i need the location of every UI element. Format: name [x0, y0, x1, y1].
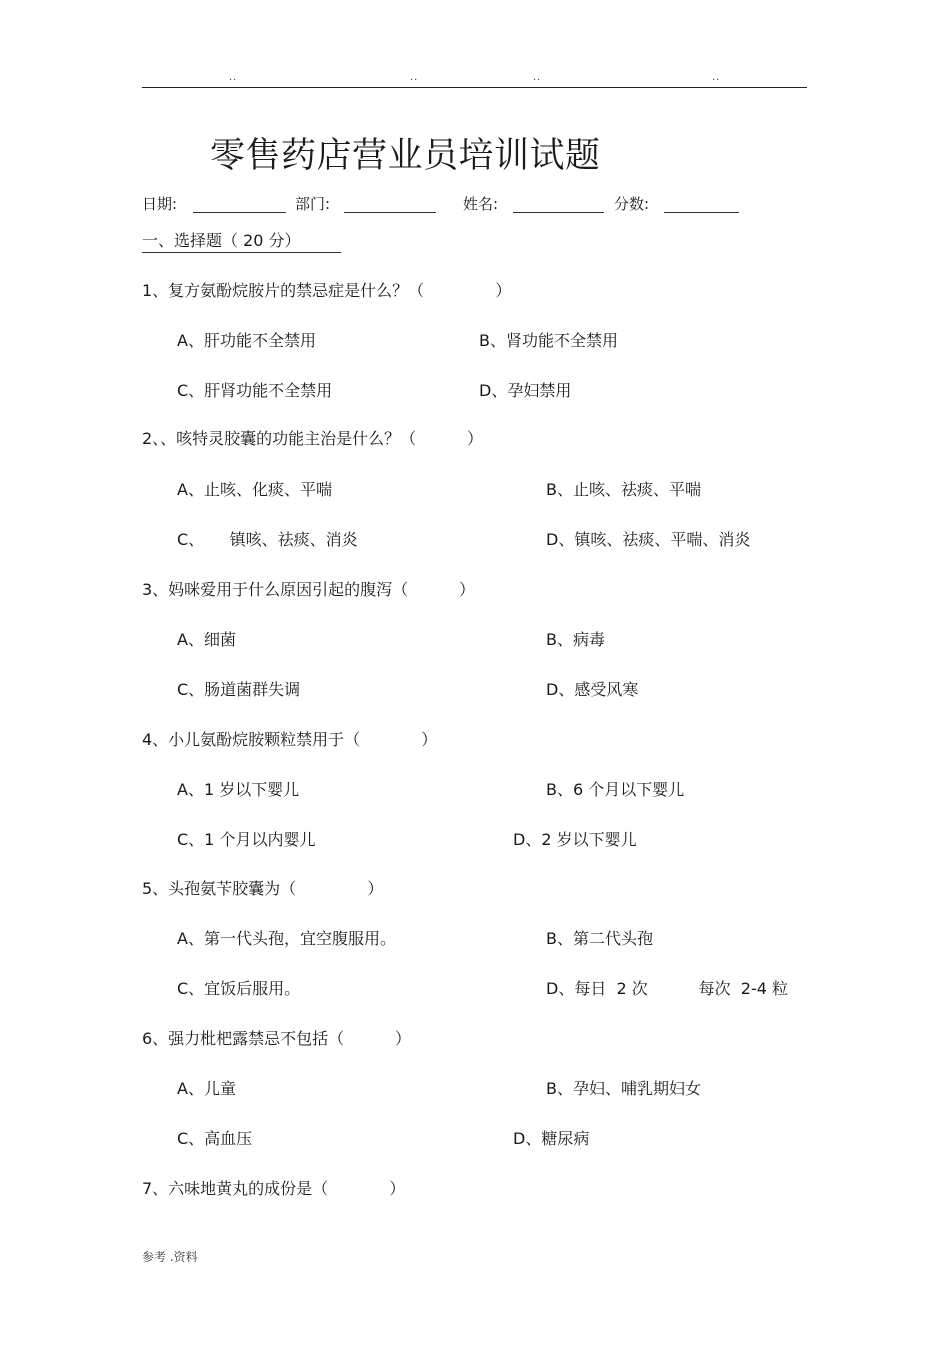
name-field[interactable] — [513, 212, 604, 213]
q4-option-c: C、1 个月以内婴儿 — [177, 830, 316, 849]
question-5: 5、头孢氨苄胶囊为（ ） — [142, 879, 384, 898]
name-label: 姓名: — [463, 195, 499, 213]
q2-option-a: A、止咳、化痰、平喘 — [177, 480, 332, 499]
dept-field[interactable] — [344, 212, 436, 213]
q6-option-b: B、孕妇、哺乳期妇女 — [546, 1079, 701, 1098]
q2-option-b: B、止咳、祛痰、平喘 — [546, 480, 701, 499]
q4-option-b: B、6 个月以下婴儿 — [546, 780, 685, 799]
header-mark: .. — [229, 72, 238, 83]
section-heading: 一、选择题（ 20 分） — [142, 231, 301, 250]
q3-option-b: B、病毒 — [546, 630, 605, 649]
q1-option-b: B、肾功能不全禁用 — [479, 331, 618, 350]
q4-option-d: D、2 岁以下婴儿 — [513, 830, 637, 849]
q4-option-a: A、1 岁以下婴儿 — [177, 780, 300, 799]
header-rule — [142, 87, 807, 88]
q5-option-c: C、宜饭后服用。 — [177, 979, 301, 998]
question-7: 7、六味地黄丸的成份是（ ） — [142, 1179, 406, 1198]
q3-option-d: D、感受风寒 — [546, 680, 639, 699]
question-1: 1、复方氨酚烷胺片的禁忌症是什么？（ ） — [142, 281, 512, 300]
q6-option-d: D、糖尿病 — [513, 1129, 590, 1148]
q3-option-c: C、肠道菌群失调 — [177, 680, 301, 699]
page-title: 零售药店营业员培训试题 — [210, 136, 601, 176]
header-mark: .. — [410, 72, 419, 83]
q1-option-a: A、肝功能不全禁用 — [177, 331, 316, 350]
date-field[interactable] — [193, 212, 286, 213]
page-footer: 参考 .资料 — [142, 1250, 198, 1264]
q5-option-d: D、每日 2 次 每次 2-4 粒 — [546, 979, 789, 998]
question-2: 2、、咳特灵胶囊的功能主治是什么？（ ） — [142, 429, 484, 448]
q5-option-a: A、第一代头孢，宜空腹服用。 — [177, 929, 396, 948]
score-label: 分数: — [614, 195, 650, 213]
question-3: 3、妈咪爱用于什么原因引起的腹泻（ ） — [142, 580, 476, 599]
question-6: 6、强力枇杷露禁忌不包括（ ） — [142, 1029, 412, 1048]
q2-option-d: D、镇咳、祛痰、平喘、消炎 — [546, 530, 751, 549]
q1-option-c: C、肝肾功能不全禁用 — [177, 381, 333, 400]
q3-option-a: A、细菌 — [177, 630, 236, 649]
header-mark: .. — [533, 72, 542, 83]
q1-option-d: D、孕妇禁用 — [479, 381, 572, 400]
section-underline — [142, 252, 341, 253]
score-field[interactable] — [664, 212, 739, 213]
header-mark: .. — [712, 72, 721, 83]
q5-option-b: B、第二代头孢 — [546, 929, 653, 948]
q6-option-c: C、高血压 — [177, 1129, 253, 1148]
question-4: 4、小儿氨酚烷胺颗粒禁用于（ ） — [142, 730, 438, 749]
dept-label: 部门: — [295, 195, 331, 213]
q2-option-c: C、 镇咳、祛痰、消炎 — [177, 530, 358, 549]
date-label: 日期: — [142, 195, 178, 213]
q6-option-a: A、儿童 — [177, 1079, 236, 1098]
